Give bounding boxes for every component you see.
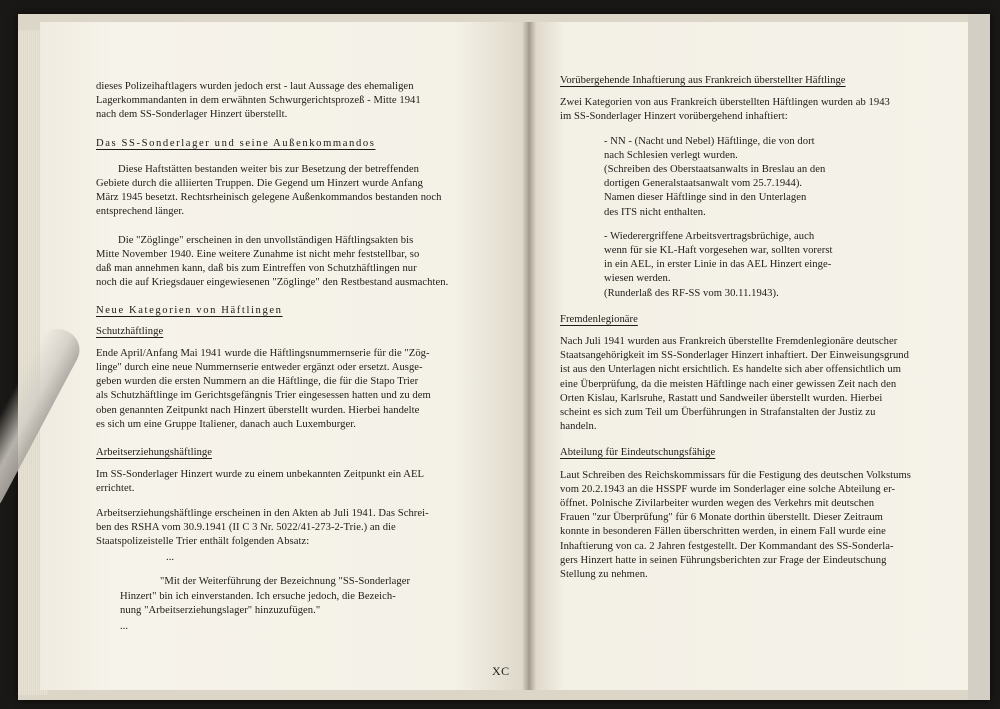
list-arbeitsvertrag: - Wiederergriffene Arbeitsvertragsbrüchige, auch wenn für sie KL-Haft vorgesehen war, sollten vorerst in ein AEL, in erster Linie in das AEL Hinzert einge- wiesen werden. (Runderlaß des RF-SS vom 30.11.1943). xyxy=(604,230,833,299)
subheading-eindeutschung: Abteilung für Eindeutschungsfähige xyxy=(560,447,716,459)
heading-sonderlager: Das SS-Sonderlager und seine Außenkommandos xyxy=(96,137,376,149)
paragraph-rsha: Arbeitserziehungshäftlinge erscheinen in den Akten ab Juli 1941. Das Schrei- ben des RSHA vom 30.9.1941 (II C 3 Nr. 5022/41-273-2-Trie.) an die Staatspolizeistelle Trier enthält folgenden Absatz: xyxy=(96,507,429,548)
intro-paragraph: dieses Polizeihaftlagers wurden jedoch erst - laut Aussage des ehemaligen Lagerkommandanten in dem erwähnten Schwurgerichtsprozeß - Mitte 1941 nach dem SS-Sonderlager Hinzert überstellt. xyxy=(96,81,421,121)
ellipsis-bottom: ... xyxy=(120,621,129,633)
right-page-edge xyxy=(968,14,990,700)
book-gutter xyxy=(522,22,536,690)
quote-block: "Mit der Weiterführung der Bezeichnung "SS-Sonderlager Hinzert" bin ich einverstanden. Ich ersuche jedoch, die Bezeich- nung "Arbeitserziehungslager" hinzuzufügen." xyxy=(120,576,411,616)
heading-neue-kategorien: Neue Kategorien von Häftlingen xyxy=(96,305,283,317)
paragraph-ael: Im SS-Sonderlager Hinzert wurde zu einem unbekannten Zeitpunkt ein AEL errichtet. xyxy=(96,469,424,495)
paragraph-fremdenlegionaere: Nach Juli 1941 wurden aus Frankreich überstellte Fremdenlegionäre deutscher Staatsangehörigkeit im SS-Sonderlager Hinzert inhaftiert. Der Einweisungsgrund ist aus den Unterlagen nicht ersichtlich. Es handelte sich aber offensichtlich um eine Überprüfung, da die meisten Häftlinge nach einer gewissen Zeit nach den Orten Kislau, Karlsruhe, Rastatt und Sandweiler überstellt wurden. Hierbei scheint es sich zum Teil um Überführungen in Strafanstalten der Justiz zu handeln. xyxy=(560,336,909,433)
paragraph-zoeglinge: Die "Zöglinge" erscheinen in den unvollständigen Häftlingsakten bis Mitte November 1940. Eine weitere Zunahme ist nicht mehr feststellbar, so daß man annehmen kann, daß bis zum Eintreffen von Schutzhäftlingen nur noch die auf Kriegsdauer eingewiesenen "Zöglinge" den Restbestand ausmachten. xyxy=(96,234,449,289)
right-column xyxy=(560,74,966,592)
left-column xyxy=(96,80,494,634)
paragraph-zwei-kategorien: Zwei Kategorien von aus Frankreich überstellten Häftlingen wurden ab 1943 im SS-Sonderlager Hinzert vorübergehend inhaftiert: xyxy=(560,97,890,123)
paragraph-schutzhaeftlinge: Ende April/Anfang Mai 1941 wurde die Häftlingsnummernserie für die "Zög- linge" durch eine neue Nummernserie entweder ergänzt oder ersetzt. Ausge- geben wurden die ersten Nummern an die Häftlinge, die für die Stapo Trier als Schutzhäftlinge im Gerichtsgefängnis Trier eingesessen hatten und zu dem oben genannten Zeitpunkt nach Hinzert überstellt wurden. Hierbei handelte es sich um eine Gruppe Italiener, danach auch Luxemburger. xyxy=(96,347,431,430)
page-number: XC xyxy=(492,664,510,678)
subheading-arbeitserziehung: Arbeitserziehungshäftlinge xyxy=(96,447,213,459)
subheading-fremdenlegionaere: Fremdenlegionäre xyxy=(560,313,638,325)
ellipsis-top: ... xyxy=(166,552,175,564)
paragraph-haftstaetten: Diese Haftstätten bestanden weiter bis zur Besetzung der betreffenden Gebiete durch die alliierten Truppen. Die Gegend um Hinzert wurde Anfang März 1945 besetzt. Rechtsrheinisch gelegene Außenkommandos bestanden noch entsprechend länger. xyxy=(96,163,442,218)
subheading-schutzhaeftlinge: Schutzhäftlinge xyxy=(96,325,164,337)
paragraph-eindeutschung: Laut Schreiben des Reichskommissars für die Festigung des deutschen Volkstums vom 20.2.1943 an die HSSPF wurde im Sonderlager eine solche Abteilung er- öffnet. Polnische Zivilarbeiter wurden wegen des Verkehrs mit deutschen Frauen "zur Überprüfung" für 6 Monate dorthin überstellt. Dieser Zeitraum konnte in besonderen Fällen überschritten werden, in einem Fall wurde eine Inhaftierung von ca. 2 Jahren festgestellt. Der Kommandant des SS-Sonderla- gers Hinzert hatte in seinen Führungsberichten zur Frage der Eindeutschung Stellung zu nehmen. xyxy=(560,469,911,581)
subheading-frankreich: Vorübergehende Inhaftierung aus Frankreich überstellter Häftlinge xyxy=(560,75,846,86)
list-nn-haeftlinge: - NN - (Nacht und Nebel) Häftlinge, die von dort nach Schlesien verlegt wurden. (Schreiben des Oberstaatsanwalts in Breslau an den dortigen Generalstaatsanwalt vom 25.7.1944). Namen dieser Häftlinge sind in den Unterlagen des ITS nicht enthalten. xyxy=(604,135,826,218)
